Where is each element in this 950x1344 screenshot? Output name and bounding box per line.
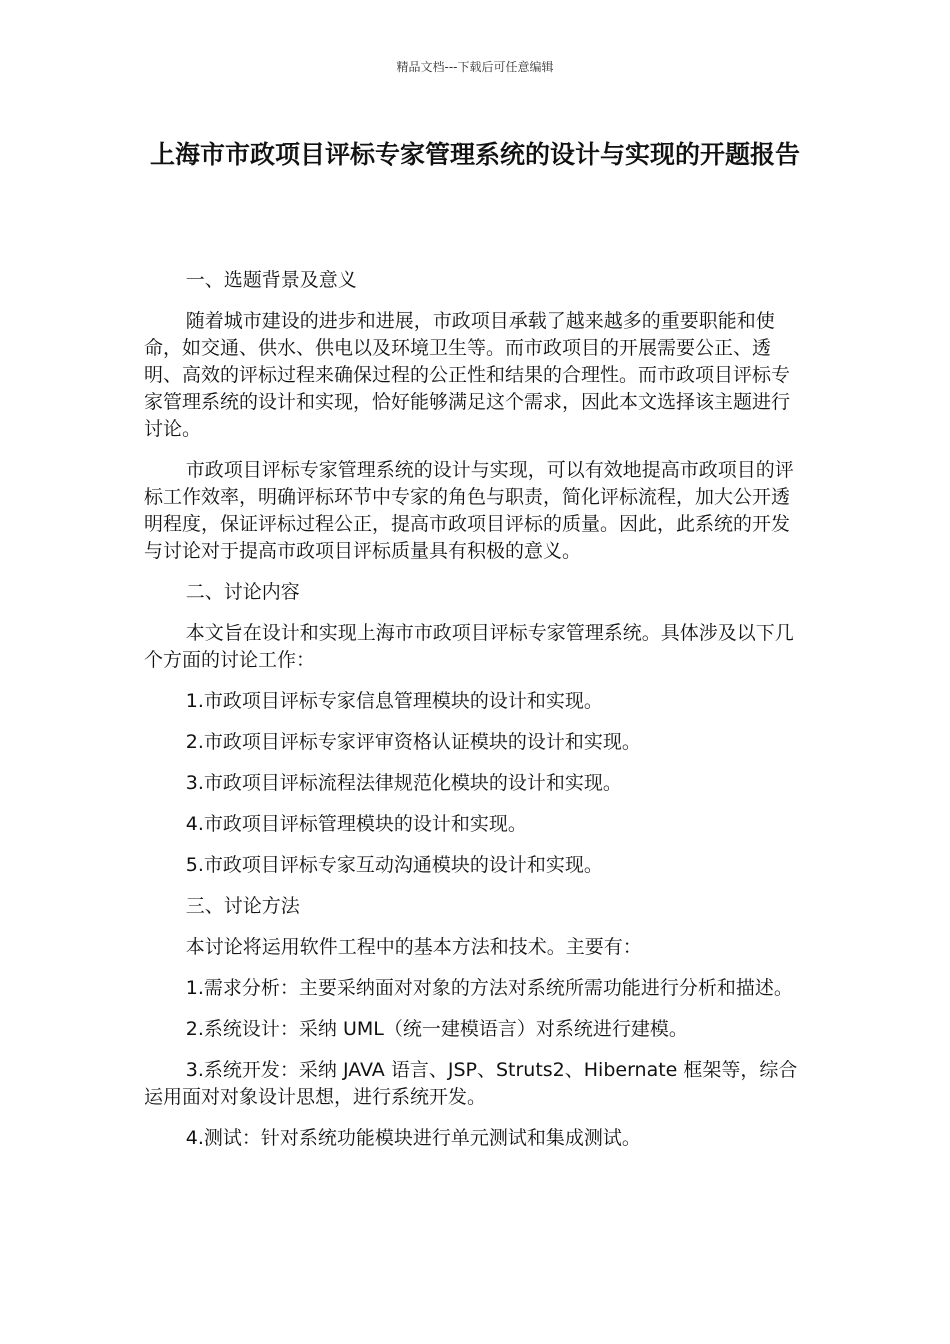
list-item-content-5: 5.市政项目评标专家互动沟通模块的设计和实现。 <box>185 854 603 876</box>
list-item-method-3: 3.系统开发：采纳 JAVA 语言、JSP、Struts2、Hibernate 框架等，综合运用面对对象设计思想，进行系统开发。 <box>144 1059 798 1108</box>
paragraph-background-1: 随着城市建设的进步和进展，市政项目承载了越来越多的重要职能和使命，如交通、供水、供电以及环境卫生等。而市政项目的开展需要公正、透明、高效的评标过程来确保过程的公正性和结果的合理性。而市政项目评标专家管理系统的设计和实现，恰好能够满足这个需求，因此本文选择该主题进行讨论。 <box>144 310 791 440</box>
list-item-content-1: 1.市政项目评标专家信息管理模块的设计和实现。 <box>185 690 603 712</box>
document-body <box>144 267 804 1166</box>
header-note: 精品文档---下载后可任意编辑 <box>396 60 554 74</box>
list-item-content-2: 2.市政项目评标专家评审资格认证模块的设计和实现。 <box>185 731 641 753</box>
section-heading-background: 一、选题背景及意义 <box>185 269 357 291</box>
paragraph-content-intro: 本文旨在设计和实现上海市市政项目评标专家管理系统。具体涉及以下几个方面的讨论工作： <box>144 622 794 671</box>
list-item-content-3: 3.市政项目评标流程法律规范化模块的设计和实现。 <box>185 772 622 794</box>
list-item-method-2: 2.系统设计：采纳 UML（统一建模语言）对系统进行建模。 <box>185 1018 688 1040</box>
list-item-method-1: 1.需求分析：主要采纳面对对象的方法对系统所需功能进行分析和描述。 <box>185 977 793 999</box>
list-item-method-4: 4.测试：针对系统功能模块进行单元测试和集成测试。 <box>185 1127 641 1149</box>
paragraph-method-intro: 本讨论将运用软件工程中的基本方法和技术。主要有： <box>185 936 642 958</box>
section-heading-content: 二、讨论内容 <box>185 581 300 603</box>
list-item-content-4: 4.市政项目评标管理模块的设计和实现。 <box>185 813 527 835</box>
paragraph-background-2: 市政项目评标专家管理系统的设计与实现，可以有效地提高市政项目的评标工作效率，明确评标环节中专家的角色与职责，简化评标流程，加大公开透明程度，保证评标过程公正，提高市政项目评标的质量。因此，此系统的开发与讨论对于提高市政项目评标质量具有积极的意义。 <box>144 459 794 562</box>
document-title: 上海市市政项目评标专家管理系统的设计与实现的开题报告 <box>149 140 800 169</box>
section-heading-method: 三、讨论方法 <box>185 895 300 917</box>
